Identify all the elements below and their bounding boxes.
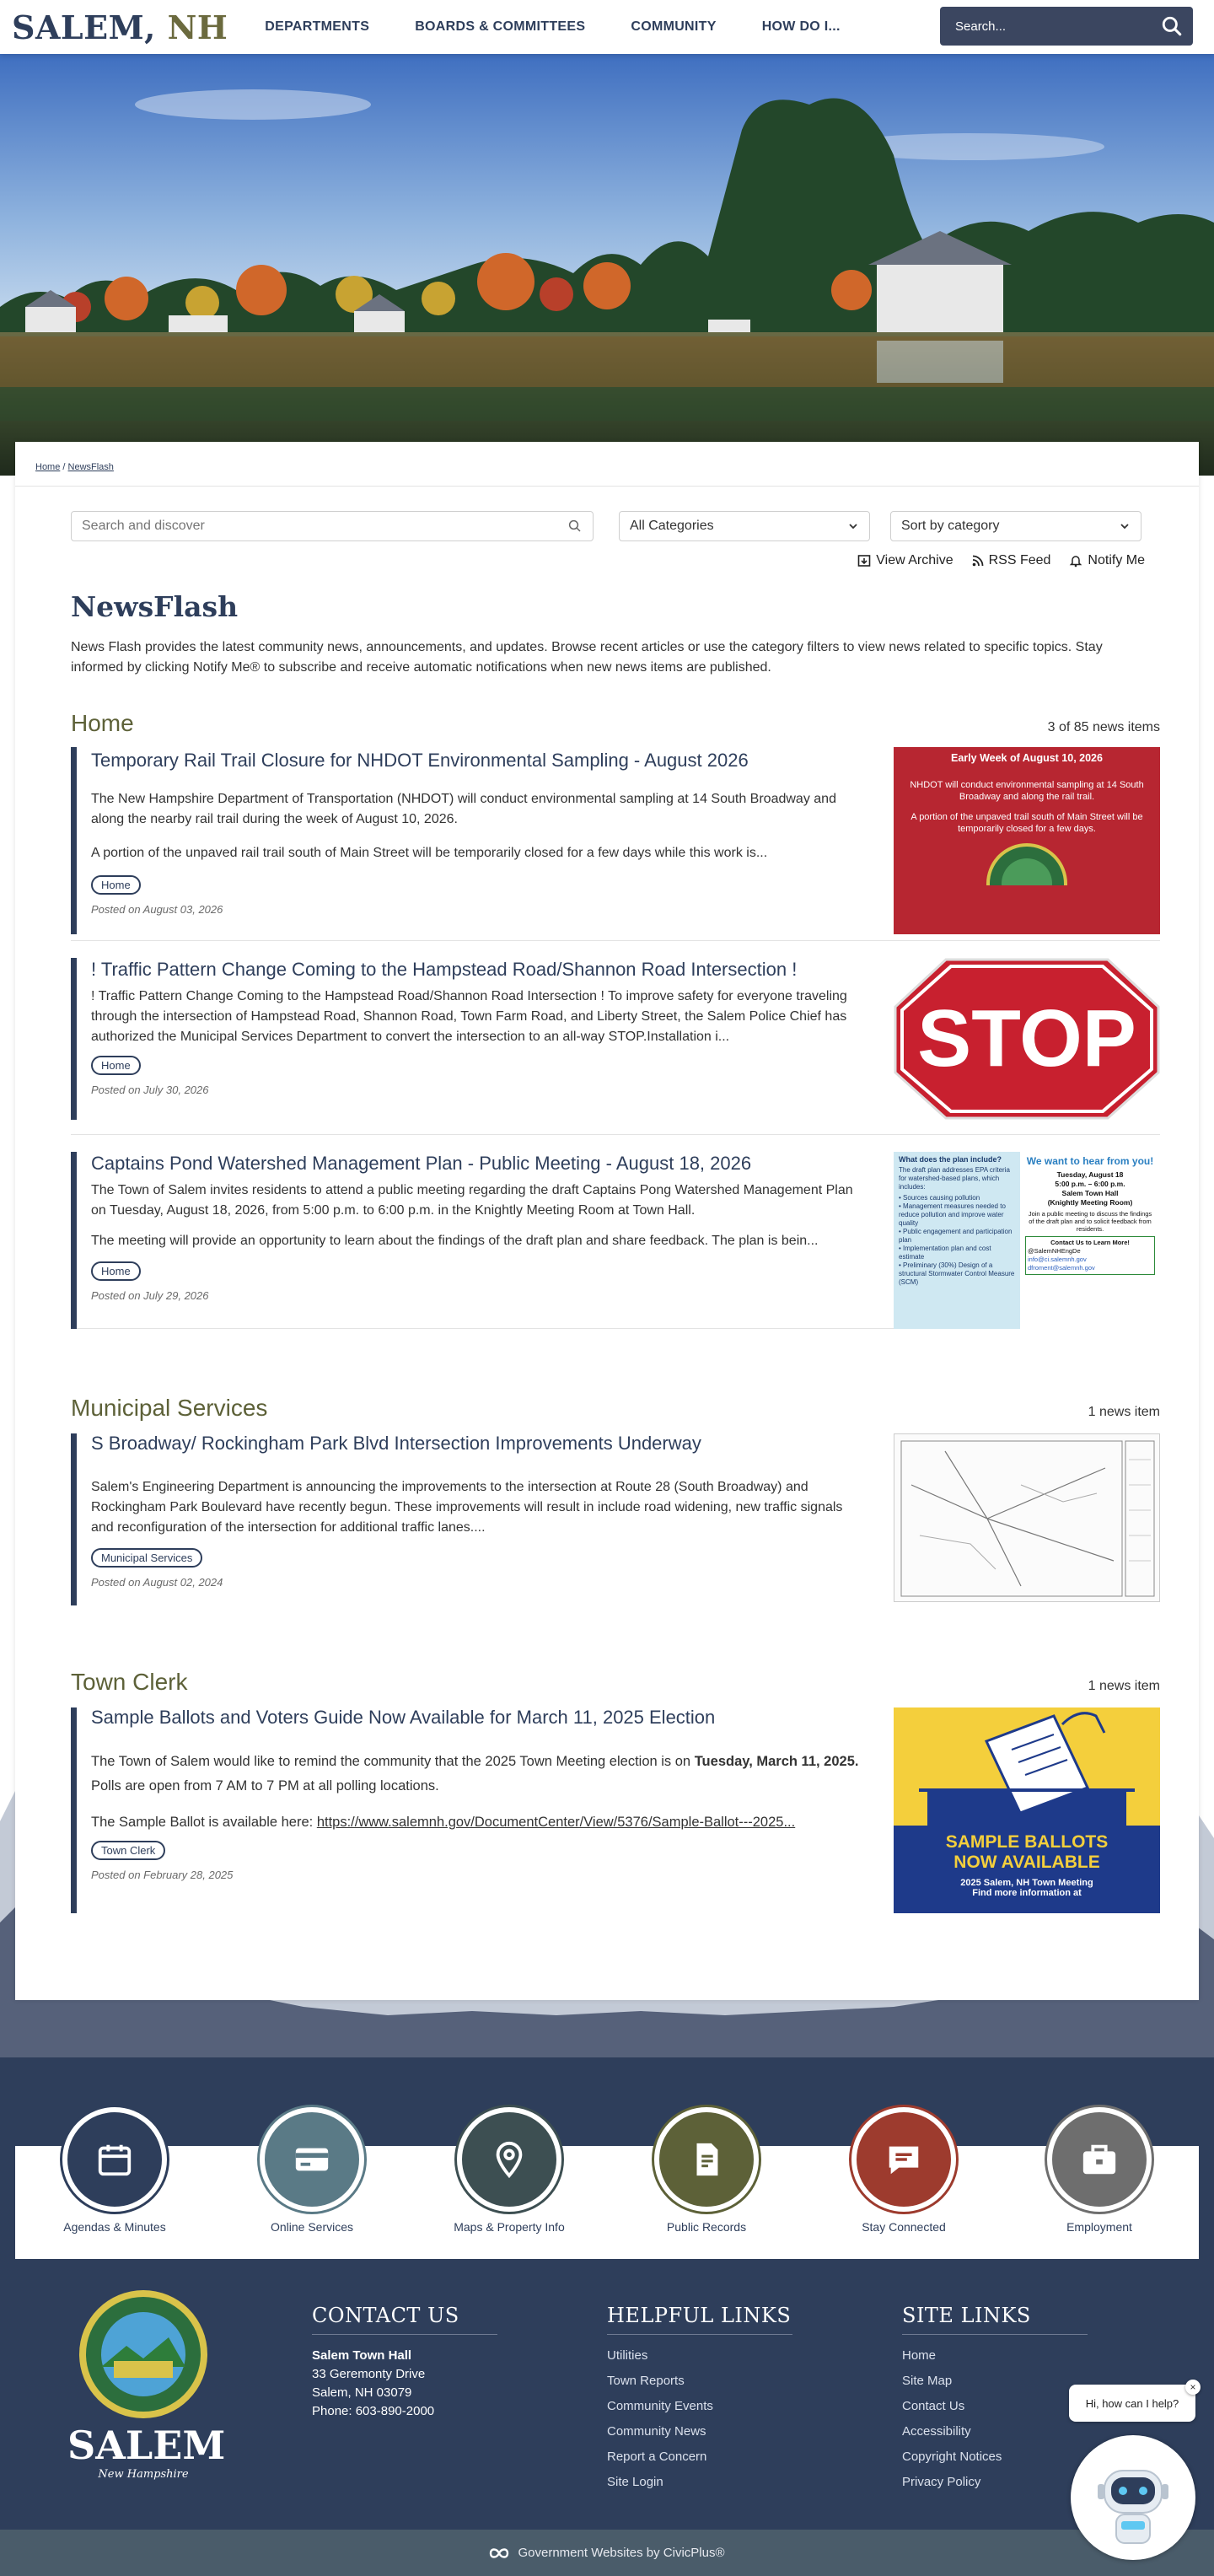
thumb-right-note: Join a public meeting to discuss the findings of the draft plan and to solicit feedback from residents.: [1028, 1210, 1152, 1233]
filter-bar: [71, 511, 1158, 543]
view-archive-label: View Archive: [876, 553, 953, 567]
thumb-contact-head: Contact Us to Learn More!: [1050, 1239, 1130, 1246]
category-tag[interactable]: Home: [91, 1056, 141, 1075]
notify-me-link[interactable]: [1069, 553, 1145, 568]
briefcase-icon: [1047, 2107, 1152, 2212]
footer-link-accessibility[interactable]: Accessibility: [902, 2424, 971, 2439]
news-item-thumbnail[interactable]: [894, 747, 1160, 934]
category-tag[interactable]: Municipal Services: [91, 1548, 202, 1568]
calendar-icon: [62, 2107, 167, 2212]
thumb-left-head: What does the plan include?: [899, 1155, 1002, 1164]
thumb-right-time: 5:00 p.m. – 6:00 p.m.: [1055, 1180, 1125, 1188]
thumb-right-head: We want to hear from you!: [1026, 1155, 1154, 1167]
main-nav: [265, 19, 886, 35]
news-search: [71, 511, 594, 541]
quicklink-label: Employment: [1066, 2220, 1132, 2234]
footer-contact: [312, 2304, 497, 2421]
posted-date: Posted on July 30, 2026: [91, 1084, 209, 1096]
category-select-value: All Categories: [630, 519, 714, 533]
view-archive-link[interactable]: [857, 553, 953, 568]
thumb-right-date: Tuesday, August 18: [1056, 1170, 1124, 1179]
search-icon[interactable]: [1161, 15, 1183, 37]
search-icon[interactable]: [567, 519, 583, 534]
thumb-heading: Early Week of August 10, 2026: [951, 752, 1103, 764]
thumb-left-intro: The draft plan addresses EPA criteria for watershed-based plans, which includes:: [899, 1166, 1010, 1191]
breadcrumb: Home / NewsFlash: [35, 462, 114, 472]
rss-feed-link[interactable]: [972, 553, 1051, 568]
news-item-title[interactable]: Sample Ballots and Voters Guide Now Available for March 11, 2025 Election: [91, 1707, 716, 1728]
footer-link-copyright[interactable]: Copyright Notices: [902, 2450, 1002, 2464]
thumb-left-item: Implementation plan and cost estimate: [899, 1245, 991, 1261]
thumb-ballot-line1: SAMPLE BALLOTS: [945, 1832, 1109, 1852]
news-item-title[interactable]: Captains Pond Watershed Management Plan - Public Meeting - August 18, 2026: [91, 1153, 752, 1174]
thumb-contact-3: dfroment@salemnh.gov: [1028, 1264, 1095, 1272]
civicplus-icon: [489, 2547, 509, 2559]
news-item-summary-2: The Sample Ballot is available here: https://www.salemnh.gov/DocumentCenter/View/5376/Sample-Ballot---2025...: [91, 1815, 796, 1830]
footer-link-utilities[interactable]: Utilities: [607, 2348, 648, 2363]
footer-link-site-map[interactable]: Site Map: [902, 2374, 953, 2388]
section-title[interactable]: Town Clerk: [71, 1669, 188, 1695]
credit-card-icon: [260, 2107, 364, 2212]
chat-icon: [851, 2107, 956, 2212]
quicklink-public-records[interactable]: [622, 2146, 791, 2234]
chevron-down-icon: [847, 520, 859, 532]
robot-icon: [1071, 2435, 1195, 2560]
site-search: [940, 7, 1193, 46]
footer-link-report-concern[interactable]: Report a Concern: [607, 2450, 707, 2464]
site-search-input[interactable]: [955, 19, 1161, 34]
footer-site-links: [902, 2304, 1088, 2495]
quicklink-agendas-minutes[interactable]: [30, 2146, 199, 2234]
section-home: [71, 710, 1160, 1329]
divider: [15, 486, 1199, 487]
section-town-clerk: [71, 1669, 1160, 1917]
news-search-input[interactable]: [82, 519, 567, 534]
footer-link-home[interactable]: Home: [902, 2348, 937, 2363]
footer-brand-name: SALEM: [67, 2423, 226, 2468]
sort-select-value: Sort by category: [901, 519, 1000, 533]
nav-how-do-i[interactable]: HOW DO I...: [761, 19, 841, 34]
quicklink-maps-property[interactable]: [425, 2146, 594, 2234]
news-actions: [857, 553, 1145, 568]
news-item-thumbnail[interactable]: [894, 958, 1160, 1120]
posted-date: Posted on August 03, 2026: [91, 903, 223, 916]
footer-link-site-login[interactable]: Site Login: [607, 2475, 663, 2489]
thumb-ballot-line3: 2025 Salem, NH Town Meeting: [960, 1878, 1093, 1888]
quick-links: [15, 2146, 1199, 2259]
footer-link-town-reports[interactable]: Town Reports: [607, 2374, 685, 2388]
contact-name: Salem Town Hall: [312, 2348, 412, 2363]
footer-brand-sub: New Hampshire: [98, 2468, 189, 2481]
news-item-thumbnail[interactable]: [894, 1707, 1160, 1913]
chevron-down-icon: [1119, 520, 1131, 532]
ballot-box-icon: [894, 1707, 1160, 1826]
section-count: 1 news item: [1088, 1679, 1160, 1693]
thumb-contact-1: @SalemNHEngDe: [1028, 1247, 1081, 1255]
thumb-left-item: Public engagement and participation plan: [899, 1228, 1013, 1244]
footer-helpful-links: [607, 2304, 792, 2495]
section-municipal-services: [71, 1395, 1160, 1609]
sort-select[interactable]: [890, 511, 1141, 541]
hero-image: [0, 54, 1214, 476]
thumb-left-item: Sources causing pollution: [903, 1194, 980, 1202]
news-item-summary: The Town of Salem would like to remind the community that the 2025 Town Meeting election is on Tuesday, March 11, 2025. Polls are open from 7 AM to 7 PM at all polling locations.: [91, 1754, 859, 1794]
footer-link-community-events[interactable]: Community Events: [607, 2399, 713, 2413]
news-item-summary-2: A portion of the unpaved rail trail south of Main Street will be temporarily closed for a few days while this work is...: [91, 846, 768, 860]
bell-icon: [1069, 554, 1082, 567]
category-select[interactable]: [619, 511, 870, 541]
chatbot-launcher[interactable]: [1071, 2435, 1195, 2560]
news-item-thumbnail[interactable]: [894, 1433, 1160, 1602]
rss-icon: [972, 555, 984, 567]
rss-feed-label: RSS Feed: [988, 553, 1051, 567]
nav-departments[interactable]: DEPARTMENTS: [265, 19, 370, 34]
footer-site-heading: SITE LINKS: [902, 2304, 1088, 2335]
footer-brand[interactable]: [67, 2287, 226, 2481]
footer-helpful-heading: HELPFUL LINKS: [607, 2304, 792, 2335]
thumb-text-2: A portion of the unpaved trail south of Main Street will be temporarily closed for a few days.: [910, 812, 1143, 834]
stop-sign-text: STOP: [917, 993, 1136, 1084]
thumb-left-item: Management measures needed to reduce pollution and improve water quality: [899, 1202, 1006, 1227]
quicklink-label: Agendas & Minutes: [63, 2220, 166, 2234]
close-icon[interactable]: ×: [1185, 2380, 1201, 2395]
page-title: NewsFlash: [71, 590, 239, 623]
document-icon: [654, 2107, 759, 2212]
section-title[interactable]: Home: [71, 710, 134, 736]
category-tag[interactable]: Town Clerk: [91, 1841, 165, 1860]
news-item-summary: The Town of Salem invites residents to attend a public meeting regarding the draft Captains Pong Watershed Management Plan on Tuesday, August 18, 2026, from 5:00 p.m. to 6:00 p.m. in the Knightly Meeting Room at Town Hall.: [91, 1183, 853, 1218]
footer-link-privacy[interactable]: Privacy Policy: [902, 2475, 981, 2489]
footer-link-contact-us[interactable]: Contact Us: [902, 2399, 965, 2413]
town-seal-icon: [986, 843, 1067, 885]
quicklink-employment[interactable]: [1015, 2146, 1184, 2234]
quicklink-label: Maps & Property Info: [454, 2220, 565, 2234]
thumb-contact-2: info@ci.salemnh.gov: [1028, 1256, 1087, 1263]
thumb-right-place: Salem Town Hall: [1061, 1189, 1119, 1197]
contact-address-2: Salem, NH 03079: [312, 2385, 412, 2400]
chat-greeting-text: Hi, how can I help?: [1085, 2396, 1179, 2410]
news-item: [71, 1135, 1160, 1329]
news-item: [71, 747, 1160, 941]
map-pin-icon: [457, 2107, 561, 2212]
news-item-title[interactable]: ! Traffic Pattern Change Coming to the Hampstead Road/Shannon Road Intersection !: [91, 959, 798, 980]
breadcrumb-current[interactable]: NewsFlash: [67, 462, 114, 472]
section-count: 1 news item: [1088, 1405, 1160, 1419]
category-tag[interactable]: Home: [91, 1261, 141, 1281]
nav-boards-committees[interactable]: BOARDS & COMMITTEES: [415, 19, 586, 34]
site-plan-drawing: [894, 1434, 1160, 1602]
news-item-title[interactable]: S Broadway/ Rockingham Park Blvd Intersection Improvements Underway: [91, 1433, 701, 1454]
footer-credit-bar: [0, 2530, 1214, 2576]
news-item-title[interactable]: Temporary Rail Trail Closure for NHDOT Environmental Sampling - August 2026: [91, 750, 749, 771]
footer-contact-heading: CONTACT US: [312, 2304, 497, 2335]
news-item-summary: ! Traffic Pattern Change Coming to the Hampstead Road/Shannon Road Intersection ! To improve safety for everyone traveling through the intersection of Hampstead Road, Shannon Road, Town Farm Road, and Liberty Street, the Salem Police Chief has authorized the Municipal Services Department to convert the intersection to an all-way STOP.Installation i...: [91, 989, 847, 1044]
quicklink-label: Public Records: [666, 2220, 747, 2234]
thumb-ballot-line4: Find more information at: [972, 1888, 1082, 1898]
posted-date: Posted on July 29, 2026: [91, 1289, 209, 1302]
town-seal-icon: [76, 2287, 211, 2422]
news-item-summary: The New Hampshire Department of Transportation (NHDOT) will conduct environmental sampling at 14 South Broadway and along the nearby rail trail during the week of August 10, 2026.: [91, 792, 836, 826]
posted-date: Posted on August 02, 2024: [91, 1576, 223, 1589]
quicklink-online-services[interactable]: [228, 2146, 396, 2234]
contact-phone: Phone: 603-890-2000: [312, 2404, 435, 2418]
newsflash-card: [15, 442, 1199, 2000]
news-item: [71, 1706, 1160, 1917]
section-title[interactable]: Municipal Services: [71, 1395, 268, 1421]
breadcrumb-home[interactable]: Home: [35, 462, 61, 472]
footer-credit[interactable]: Government Websites by CivicPlus®: [518, 2546, 725, 2560]
chat-greeting[interactable]: [1069, 2381, 1196, 2422]
quicklink-stay-connected[interactable]: [819, 2146, 988, 2234]
thumb-right-room: (Knightly Meeting Room): [1047, 1198, 1133, 1207]
news-item: [71, 941, 1160, 1135]
page-intro: News Flash provides the latest community news, announcements, and updates. Browse recent articles or use the category filters to view news related to specific topics. Stay informed by clicking Notify Me® to subscribe and receive automatic notifications when new news items are published.: [71, 640, 1103, 675]
contact-address-1: 33 Geremonty Drive: [312, 2367, 426, 2381]
thumb-text: NHDOT will conduct environmental sampling at 14 South Broadway and along the rail trail.: [910, 780, 1144, 802]
news-item: [71, 1432, 1160, 1609]
news-item-thumbnail[interactable]: What does the plan include? The draft plan addresses EPA criteria for watershed-based plans, which includes: • Sources causing pollution • Management measures needed to reduce pollution and improve water quality • Public engagement and participation plan • Implementation plan and cost estimate • Preliminary (30%) Design of a structural Stormwater Control Measure (SCM) We want to hear from you! Tuesday, August 18 5:00 p.m. – 6:00 p.m. Salem Town Hall (Knightly Meeting Room) Join a public meeting to discuss the findings of the draft plan and to solicit feedback from residents. Contact Us to Learn More! @SalemNHEngDe info@ci.salemnh.gov dfroment@salemnh.gov: [894, 1152, 1160, 1329]
thumb-ballot-line2: NOW AVAILABLE: [953, 1853, 1100, 1872]
nav-community[interactable]: COMMUNITY: [631, 19, 717, 34]
posted-date: Posted on February 28, 2025: [91, 1869, 234, 1881]
news-item-summary-2: The meeting will provide an opportunity to learn about the findings of the draft plan and share feedback. The plan is bein...: [91, 1234, 819, 1248]
notify-me-label: Notify Me: [1088, 553, 1145, 567]
site-header: [0, 0, 1214, 54]
sample-ballot-link[interactable]: https://www.salemnh.gov/DocumentCenter/View/5376/Sample-Ballot---2025...: [316, 1815, 796, 1830]
news-item-summary: Salem's Engineering Department is announcing the improvements to the intersection at Route 28 (South Broadway) and Rockingham Park Boulevard have recently begun. These improvements will result in include road widening, new traffic signals and reconfiguration of the intersection for additional traffic lanes....: [91, 1480, 843, 1535]
category-tag[interactable]: Home: [91, 875, 141, 895]
site-logo[interactable]: SALEM, NH: [12, 8, 228, 46]
archive-icon: [857, 554, 871, 567]
thumb-left-item: Preliminary (30%) Design of a structural Stormwater Control Measure (SCM): [899, 1261, 1015, 1286]
quicklink-label: Stay Connected: [862, 2220, 946, 2234]
section-count: 3 of 85 news items: [1047, 720, 1160, 734]
footer-link-community-news[interactable]: Community News: [607, 2424, 706, 2439]
quicklink-label: Online Services: [270, 2220, 354, 2234]
